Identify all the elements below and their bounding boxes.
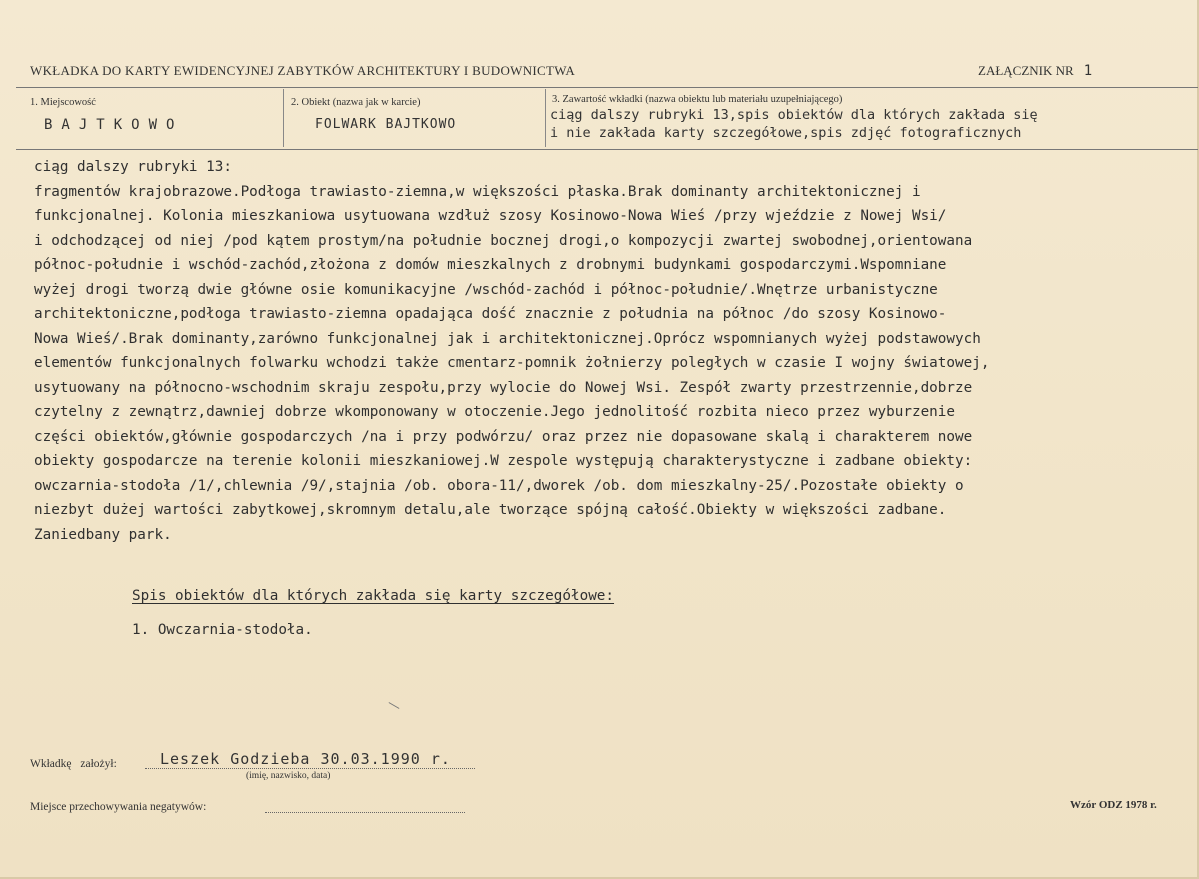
founder-label: Wkładkę założył: [30,758,117,770]
form-id: Wzór ODZ 1978 r. [1070,799,1157,811]
content-label: 3. Zawartość wkładki (nazwa obiektu lub materiału uzupełniającego) [552,94,843,105]
list-item: 1. Owczarnia-stodoła. [132,622,313,638]
founder-note: (imię, nazwisko, data) [246,771,331,781]
negatives-label: Miejsce przechowywania negatywów: [30,801,207,813]
content-value-line-2: i nie zakłada karty szczegółowe,spis zdjęć fotograficznych [550,125,1022,141]
attachment-number: 1 [1083,63,1093,79]
field-divider-1 [283,89,284,147]
attachment-number-block [978,63,1092,79]
locality-label: 1. Miejscowość [30,97,96,108]
header-divider [16,87,1198,88]
founder-value: Leszek Godzieba 30.03.1990 r. [160,750,451,768]
fields-divider [16,149,1198,150]
detail-cards-list-title: Spis obiektów dla których zakłada się karty szczegółowe: [132,588,615,604]
locality-value: BAJTKOWO [44,117,184,133]
founder-dotted-line [145,768,475,769]
content-value [550,106,1190,142]
content-value-line-1: ciąg dalszy rubryki 13,spis obiektów dla których zakłada się [550,107,1038,123]
object-label: 2. Obiekt (nazwa jak w karcie) [291,97,421,108]
attachment-label: ZAŁĄCZNIK NR [978,63,1074,78]
negatives-dotted-line [265,812,465,813]
stray-mark [389,702,400,709]
body-text: ciąg dalszy rubryki 13: fragmentów krajobrazowe.Podłoga trawiasto-ziemna,w większości płaska.Brak dominanty architektonicznej i funkcjonalnej. Kolonia mieszkaniowa usytuowana wzdłuż szosy Kosinowo-Nowa Wieś /przy wjeździe z Nowej Wsi/ i odchodzącej od niej /pod kątem prostym/na południe bocznej drogi,o kompozycji zwartej swobodnej,orientowana północ-południe i wschód-zachód,złożona z domów mieszkalnych z drobnymi budynkami gospodarczymi.Wspomniane wyżej drogi tworzą dwie główne osie komunikacyjne /wschód-zachód i północ-południe/.Wnętrze urbanistyczne architektoniczne,podłoga trawiasto-ziemna opadająca dość znacznie z południa na północ /do szosy Kosinowo- Nowa Wieś/.Brak dominanty,zarówno funkcjonalnej jak i architektonicznej.Oprócz wspomnianych wyżej podstawowych elementów funkcjonalnych folwarku wchodzi także cmentarz-pomnik żołnierzy poległych w czasie I wojny światowej, usytuowany na północno-wschodnim skraju zespołu,przy wylocie do Nowej Wsi. Zespół zwarty przestrzennie,dobrze czytelny z zewnątrz,dawniej dobrze wkomponowany w otoczenie.Jego jednolitość rozbita nieco przez wyburzenie części obiektów,głównie gospodarczych /na i przy podwórzu/ oraz przez nie dopasowane skalą i charakterem nowe obiekty gospodarcze na terenie kolonii mieszkaniowej.W zespole występują charakterystyczne i zadbane obiekty: owczarnia-stodoła /1/,chlewnia /9/,stajnia /ob. obora-11/,dworek /ob. dom mieszkalny-25/.Pozostałe obiekty o niezbyt dużej wartości zabytkowej,skromnym detalu,ale tworzące spójną całość.Obiekty w większości zadbane. Zaniedbany park. [34,159,990,543]
object-value: FOLWARK BAJTKOWO [315,117,457,132]
form-title: WKŁADKA DO KARTY EWIDENCYJNEJ ZABYTKÓW ARCHITEKTURY I BUDOWNICTWA [30,63,576,78]
field-divider-2 [545,89,546,147]
